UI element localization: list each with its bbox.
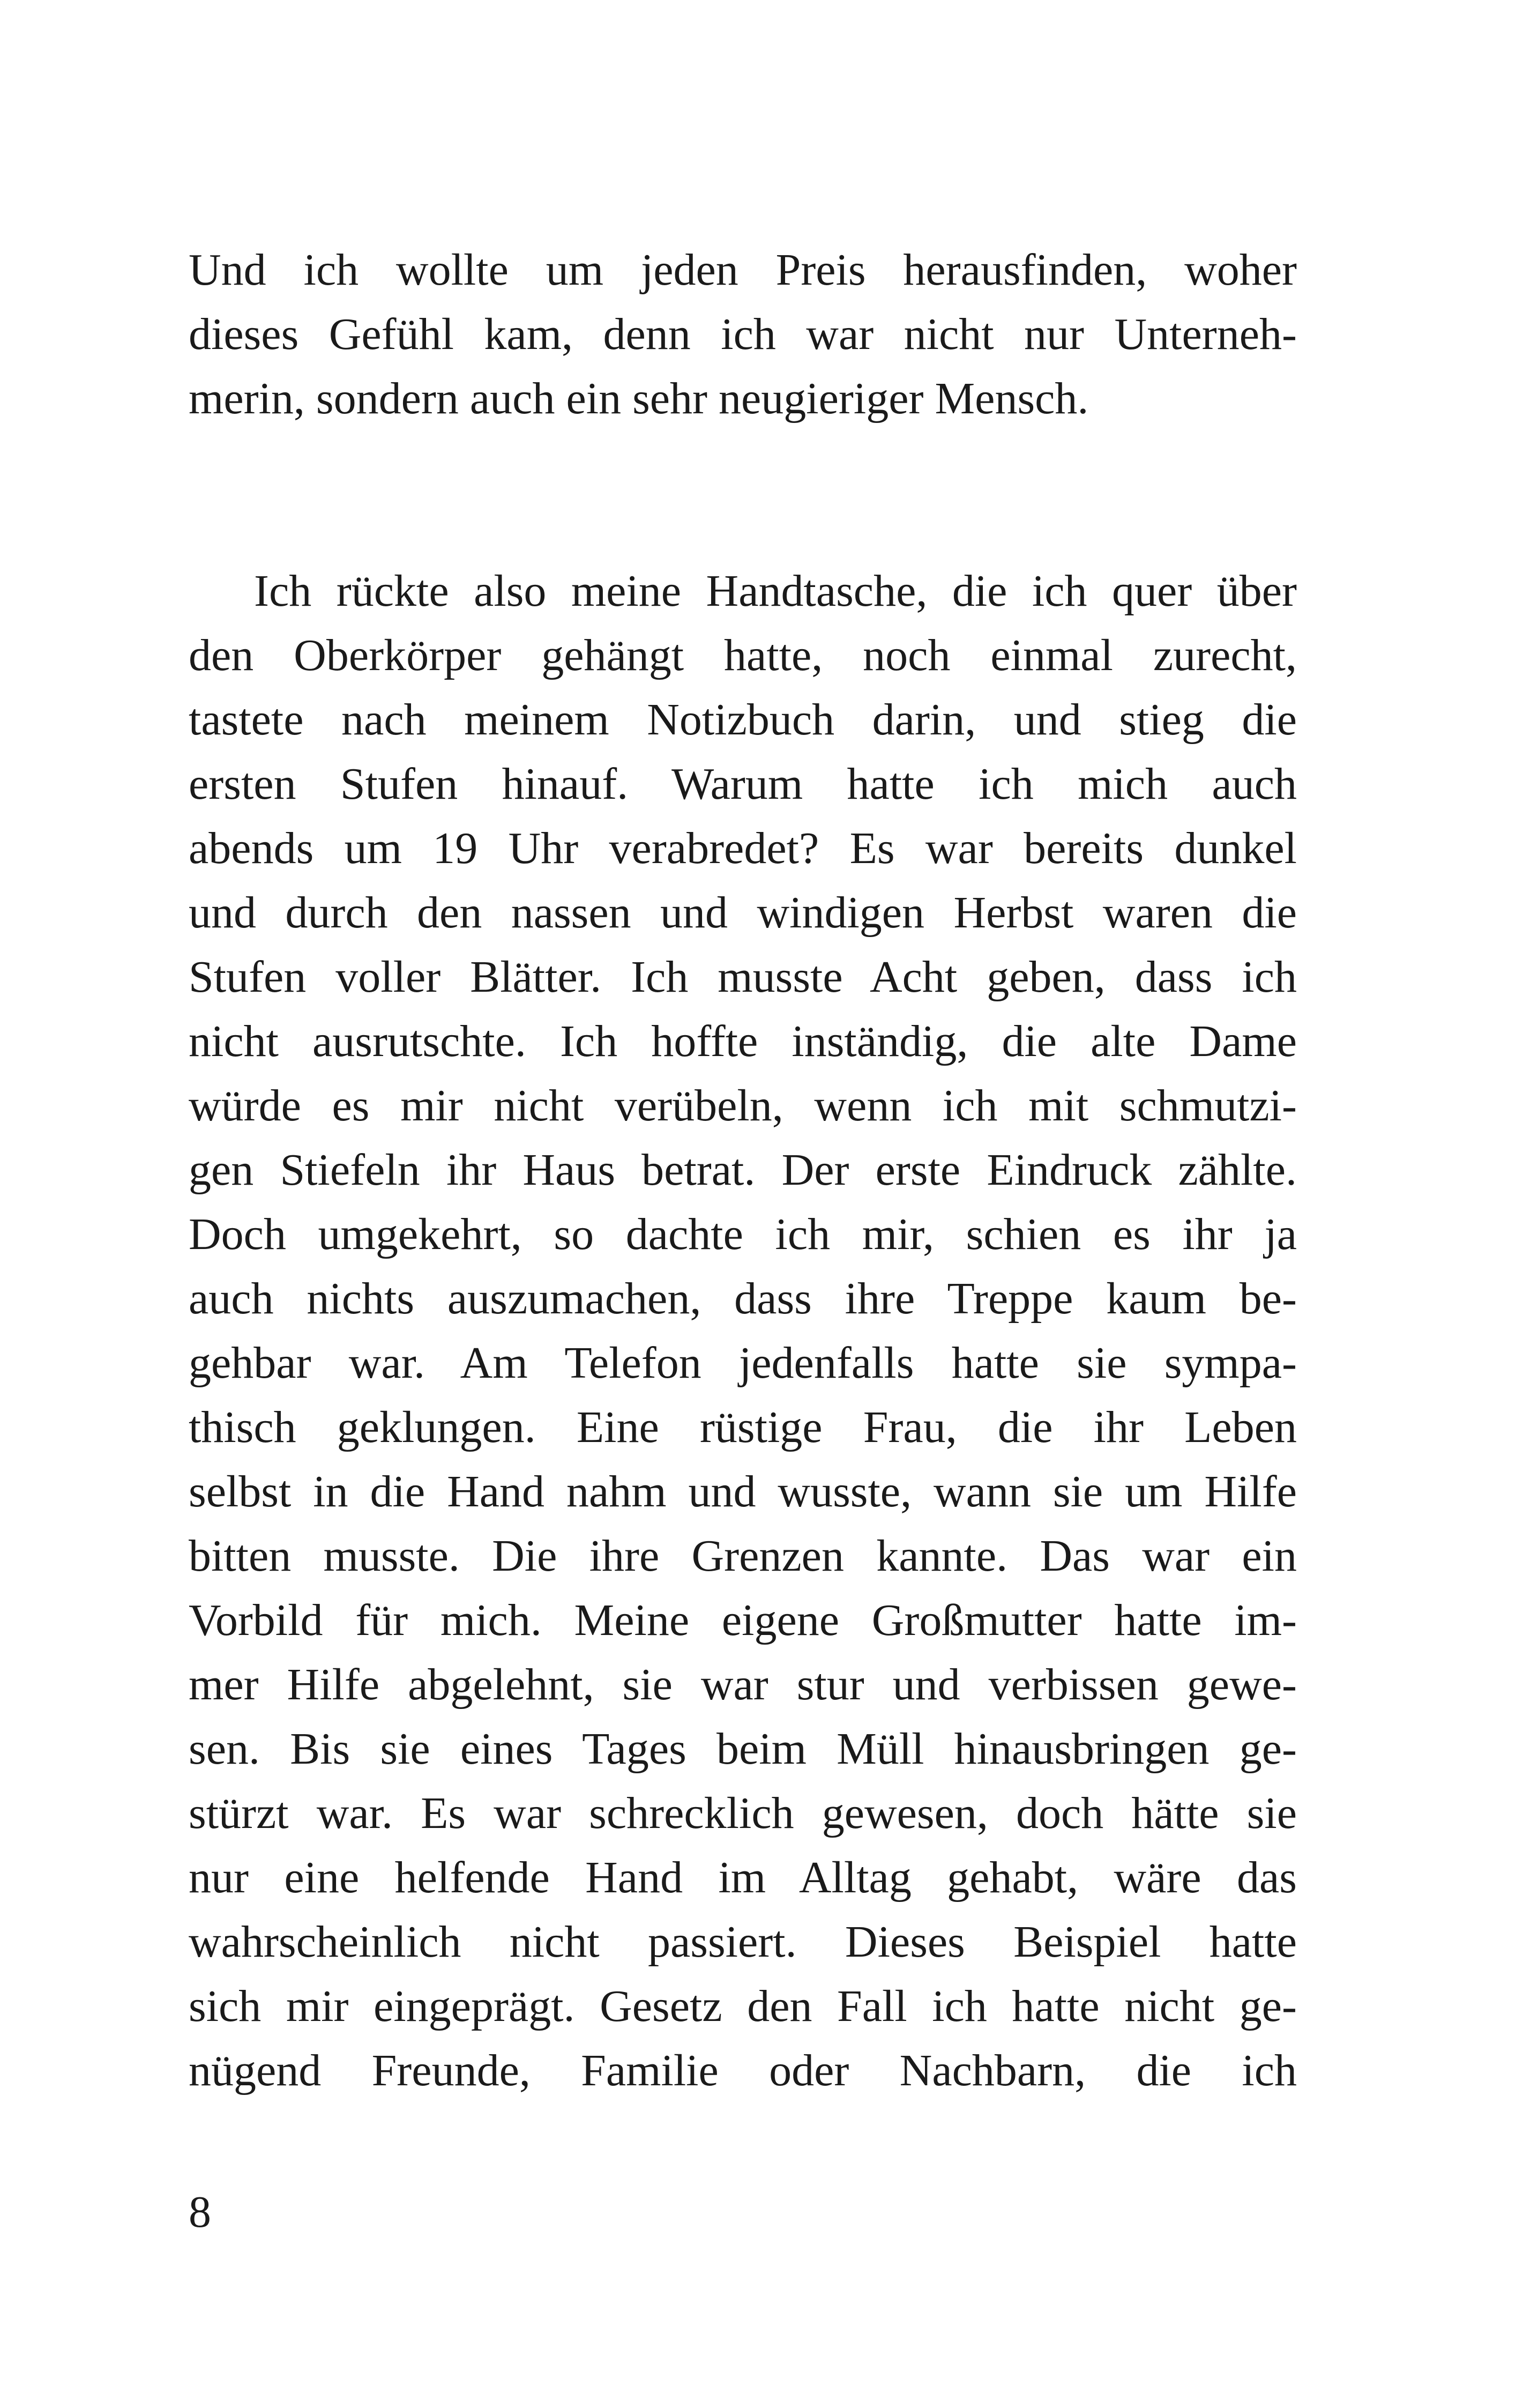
text-line: bitten musste. Die ihre Grenzen kannte. Das war ein <box>189 1531 1297 1581</box>
text-line: auch nichts auszumachen, dass ihre Treppe kaum be- <box>189 1274 1297 1324</box>
text-line: ersten Stufen hinauf. Warum hatte ich mich auch <box>189 759 1297 809</box>
text-line: Ich rückte also meine Handtasche, die ich quer über <box>254 566 1297 616</box>
text-line: den Oberkörper gehängt hatte, noch einmal zurecht, <box>189 630 1297 680</box>
paragraph-1 <box>189 238 1297 431</box>
text-line: nur eine helfende Hand im Alltag gehabt, wäre das <box>189 1853 1297 1902</box>
page-number: 8 <box>189 2187 211 2237</box>
text-line: tastete nach meinem Notizbuch darin, und stieg die <box>189 695 1297 745</box>
text-line: merin, sondern auch ein sehr neugieriger Mensch. <box>189 374 1089 423</box>
text-line: selbst in die Hand nahm und wusste, wann sie um Hilfe <box>189 1467 1297 1517</box>
text-line: sich mir eingeprägt. Gesetz den Fall ich hatte nicht ge- <box>189 1981 1297 2031</box>
paragraph-2 <box>189 559 1297 2103</box>
text-line: stürzt war. Es war schrecklich gewesen, doch hätte sie <box>189 1788 1297 1838</box>
text-line: nicht ausrutschte. Ich hoffte inständig, die alte Dame <box>189 1016 1297 1066</box>
text-line: sen. Bis sie eines Tages beim Müll hinausbringen ge- <box>189 1724 1297 1774</box>
text-line: mer Hilfe abgelehnt, sie war stur und verbissen gewe- <box>189 1660 1297 1710</box>
text-line: Vorbild für mich. Meine eigene Großmutter hatte im- <box>189 1595 1297 1645</box>
text-line: würde es mir nicht verübeln, wenn ich mit schmutzi- <box>189 1081 1297 1131</box>
text-line: gehbar war. Am Telefon jedenfalls hatte sie sympa- <box>189 1338 1297 1388</box>
text-line: und durch den nassen und windigen Herbst waren die <box>189 888 1297 938</box>
text-line: nügend Freunde, Familie oder Nachbarn, die ich <box>189 2046 1297 2095</box>
text-line: Stufen voller Blätter. Ich musste Acht geben, dass ich <box>189 952 1297 1002</box>
text-line: thisch geklungen. Eine rüstige Frau, die ihr Leben <box>189 1402 1297 1452</box>
text-line: wahrscheinlich nicht passiert. Dieses Beispiel hatte <box>189 1917 1297 1967</box>
text-line: gen Stiefeln ihr Haus betrat. Der erste Eindruck zählte. <box>189 1145 1297 1195</box>
text-line: Doch umgekehrt, so dachte ich mir, schien es ihr ja <box>189 1209 1297 1259</box>
text-line: abends um 19 Uhr verabredet? Es war bereits dunkel <box>189 823 1297 873</box>
text-line: dieses Gefühl kam, denn ich war nicht nur Unterneh- <box>189 309 1297 359</box>
text-line: Und ich wollte um jeden Preis herausfinden, woher <box>189 245 1297 295</box>
